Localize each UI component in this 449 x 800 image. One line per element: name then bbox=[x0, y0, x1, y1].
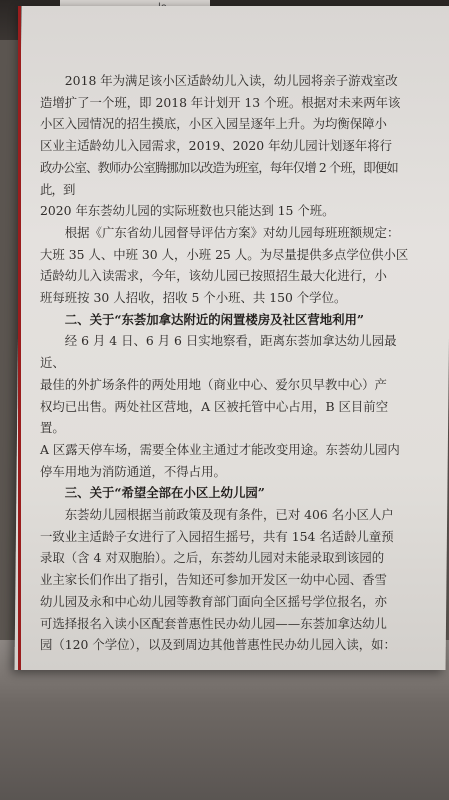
text-line: 造增扩了一个班，即 2018 年计划开 13 个班。根据对未来两年该 bbox=[40, 94, 401, 110]
text-line: 根据《广东省幼儿园督导评估方案》对幼儿园每班班额规定： bbox=[64, 224, 400, 240]
text-line: 一致业主适龄子女进行了入园招生摇号，共有 154 名适龄儿童预 bbox=[40, 528, 394, 544]
text-line: 适龄幼儿入读需求，今年，该幼儿园已按照招生最大化进行，小 bbox=[40, 268, 387, 284]
text-line: 可选择报名入读小区配套普惠性民办幼儿园——东荟加拿达幼儿 bbox=[40, 615, 387, 631]
document-body bbox=[40, 70, 412, 656]
paragraph-site-inspection bbox=[40, 330, 412, 482]
text-line: 大班 35 人、中班 30 人，小班 25 人。为尽量提供多点学位供小区 bbox=[40, 246, 409, 262]
paragraph-class-size bbox=[40, 222, 412, 309]
text-line: 最佳的外扩场条件的两处用地（商业中心、爱尔贝早教中心）产 bbox=[40, 376, 387, 392]
text-line: 停车用地为消防通道，不得占用。 bbox=[40, 463, 226, 479]
text-line: 2018 年为满足该小区适龄幼儿入读，幼儿园将亲子游戏室改 bbox=[64, 73, 398, 88]
paragraph-lottery bbox=[40, 504, 412, 656]
heading-text: 三、关于“希望全部在小区上幼儿园” bbox=[64, 485, 265, 501]
text-line: 录取（含 4 对双胞胎）。之后，东荟幼儿园对未能录取到该园的 bbox=[40, 550, 385, 566]
text-line: A 区露天停车场，需要全体业主通过才能改变用途。东荟幼儿园内 bbox=[40, 441, 400, 457]
text-line: 权均已出售。两处社区营地，A 区被托管中心占用，B 区目前空置。 bbox=[40, 398, 389, 436]
text-line: 经 6 月 4 日、6 月 6 日实地察看，距离东荟加拿达幼儿园最近、 bbox=[40, 333, 397, 371]
text-line: 2020 年东荟幼儿园的实际班数也只能达到 15 个班。 bbox=[40, 203, 335, 219]
text-line: 园（120 个学位），以及到周边其他普惠性民办幼儿园入读，如： bbox=[40, 637, 396, 653]
binding-edge bbox=[18, 6, 21, 670]
section-heading-two bbox=[40, 309, 412, 331]
text-line: 小区入园情况的招生摸底，小区入园呈逐年上升。为均衡保障小 bbox=[40, 116, 387, 132]
heading-text: 二、关于“东荟加拿达附近的闲置楼房及社区营地利用” bbox=[64, 311, 365, 327]
text-line: 东荟幼儿园根据当前政策及现有条件，已对 406 名小区人户 bbox=[64, 507, 394, 523]
text-line: 政办公室、教师办公室腾挪加以改造为班室，每年仅增 2 个班，即便如此，到 bbox=[40, 159, 398, 197]
paragraph-enrollment-plan bbox=[40, 70, 412, 222]
text-line: 区业主适龄幼儿入园需求，2019、2020 年幼儿园计划逐年将行 bbox=[40, 138, 392, 154]
text-line: 业主家长们作出了指引，告知还可参加开发区一幼中心园、香雪 bbox=[40, 572, 387, 588]
text-line: 班每班按 30 人招收，招收 5 个小班、共 150 个学位。 bbox=[40, 290, 347, 306]
section-heading-three bbox=[40, 482, 412, 504]
text-line: 幼儿园及永和中心幼儿园等教育部门面向全区摇号学位报名，亦 bbox=[40, 593, 387, 609]
